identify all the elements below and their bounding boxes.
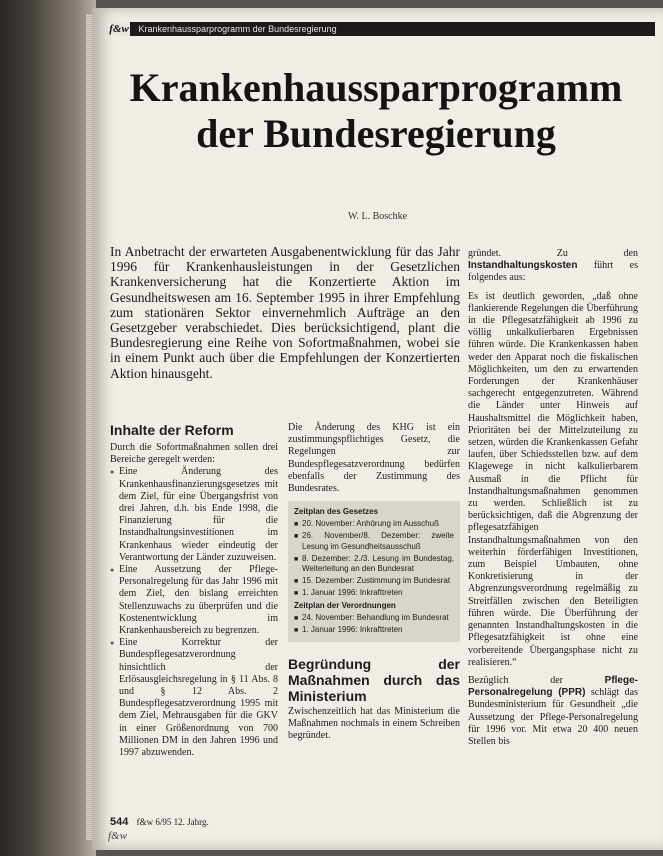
article-title-line2: der Bundesregierung — [196, 111, 556, 156]
running-header-text: Krankenhaussparprogramm der Bundesregierung — [138, 24, 337, 34]
col3-paragraph — [468, 675, 638, 748]
schedule-item: ■ 15. Dezember: Zustimmung im Bundesrat — [294, 576, 454, 587]
lead-paragraph: In Anbetracht der erwarteten Ausgabenentwicklung für das Jahr 1996 für Krankenhausleistungen in der Gesetzlichen Krankenversicherung hat die Konzertierte Aktion im Gesundheitswesen am 16. September 1995 in ihrer Empfehlung zum stationären Sektor einvernehmlich Aufträge an den Gesetzgeber verabschiedet. Dies berücksichtigend, plant die Bundesregierung eine Reihe von Sofortmaßnahmen, wobei sie in einem Punkt auch über die Empfehlungen der Konzertierten Aktion hinausgeht. — [110, 244, 460, 381]
bullet-item: ● Eine Änderung des Krankenhausfinanzierungsgesetzes mit dem Ziel, für eine Übergangsfrist von drei Jahren, d.h. bis Ende 1998, die Finanzierung für die Instandhaltungsinvestitionen im Krankenhaus wieder eindeutig der Verantwortung der Länder zuzuweisen. — [110, 466, 278, 564]
author: W. L. Boschke — [347, 211, 408, 222]
article-title-line1: Krankenhaussparprogramm — [129, 65, 623, 110]
col1-intro: Durch die Sofortmaßnahmen sollen drei Bereiche geregelt werden: — [110, 442, 278, 466]
col3-paragraph — [468, 248, 638, 285]
journal-logo: f&w — [109, 23, 129, 35]
section-heading: Begründung der Maßnahmen durch das Ministerium — [288, 655, 460, 704]
column-3 — [468, 248, 638, 754]
article-page — [92, 8, 663, 850]
running-header — [108, 22, 655, 36]
column-2 — [288, 422, 460, 742]
bullet-item: ● Eine Aussetzung der Pflege-Personalregelung für das Jahr 1996 mit dem Ziel, den bislang erreichten Stellenzuwachs zu überprüfen und die Kostenentwicklung im Krankenhausbereich zu begrenzen. — [110, 564, 278, 637]
col2-intro: Die Änderung des KHG ist ein zustimmungspflichtiges Gesetz, die Regelungen zur Bundespflegesatzverordnung bedürfen ebenfalls der Zustimmung des Bundesrates. — [288, 422, 460, 495]
schedule-heading: Zeitplan der Verordnungen — [294, 600, 396, 610]
schedule-item: ■ 1. Januar 1996: Inkrafttreten — [294, 625, 454, 636]
journal-reference: f&w 6/95 12. Jahrg. — [136, 817, 209, 827]
bullet-item: ● Eine Korrektur der Bundespflegesatzverordnung hinsichtlich der Erlösausgleichsregelung in § 11 Abs. 8 und § 12 Abs. 2 Bundespflegesatzverordnung 1995 mit dem Ziel, Mehrausgaben für die GKV in einer Größenordnung von 700 Millionen DM in den Jahren 1996 und 1997 abzuwenden. — [110, 637, 278, 759]
page-number: 544 — [110, 816, 129, 828]
col3-paragraph: Es ist deutlich geworden, „daß ohne flankierende Regelungen die Überführung in die Pflegesatzfähigkeit ab 1996 zu völlig unkalkulierbaren Ergebnissen führen würde. Die Krankenkassen haben weder den Apparat noch die fiskalischen Möglichkeiten, um den zu erwartenden Forderungen der Krankenhäuser sachgerecht entgegenzutreten. Während die Länder unter Hinweis auf Haushaltsmittel die Möglichkeit haben, Prioritäten bei der Mittelzuteilung zu setzen, würden die Krankenkassen Gefahr laufen, über Schiedsstellen bzw. auf dem Klagewege in nicht kalkulierbarem Ausmaß in die Pflicht für Instandhaltungsmaßnahmen genommen zu werden. Schließlich ist zu berücksichtigen, daß die Abgrenzung der pflegesatzfähigen Instandhaltungsmaßnahmen von den weiterhin förderfähigen Investitionen, zum Beispiel Umbauten, ohne Konkretisierung in der Abgrenzungsverordnung regelmäßig zu Streitfällen zwischen den Beteiligten führen würde. Die Überführung der genannten Instandhaltungskosten in die Pflegesatzfähigkeit ist ohne eine vorbereitende Übergangsphase nicht zu realisieren.“ — [468, 290, 638, 668]
page-footer — [110, 816, 209, 828]
schedule-item: ■ 26. November/8. Dezember: zweite Lesung im Gesundheitsausschuß — [294, 531, 454, 551]
schedule-item: ■ 20. November: Anhörung im Ausschuß — [294, 519, 454, 530]
schedule-item: ■ 8. Dezember: 2./3. Lesung im Bundestag, Weiterleitung an den Bundesrat — [294, 554, 454, 574]
book-spine — [0, 0, 96, 856]
schedule-heading: Zeitplan des Gesetzes — [294, 507, 379, 517]
text-run: schlägt das Bundesministerium für Gesundheit „die Aussetzung der Pflege-Personalregelung für 1996 vor. Mit etwa 20 400 neuen Stellen bis — [468, 687, 639, 747]
schedule-item: ■ 24. November: Behandlung im Bundesrat — [294, 613, 454, 624]
schedule-box — [288, 501, 460, 642]
col2-text: Zwischenzeitlich hat das Ministerium die Maßnahmen nochmals in einem Schreiben begründet. — [288, 705, 460, 742]
schedule-item: ■ 1. Januar 1996: Inkrafttreten — [294, 588, 454, 599]
bold-term: Instandhaltungskosten — [468, 260, 578, 272]
text-run: gründet. Zu den — [468, 248, 638, 259]
text-run: führt es folgendes aus: — [468, 260, 638, 284]
bold-term: Pflege-Personalregelung (PPR) — [468, 674, 638, 699]
column-1 — [110, 422, 278, 759]
text-run: Bezüglich der — [468, 674, 605, 686]
section-heading: Inhalte der Reform — [110, 422, 234, 438]
handwritten-mark: f&w — [108, 830, 127, 842]
